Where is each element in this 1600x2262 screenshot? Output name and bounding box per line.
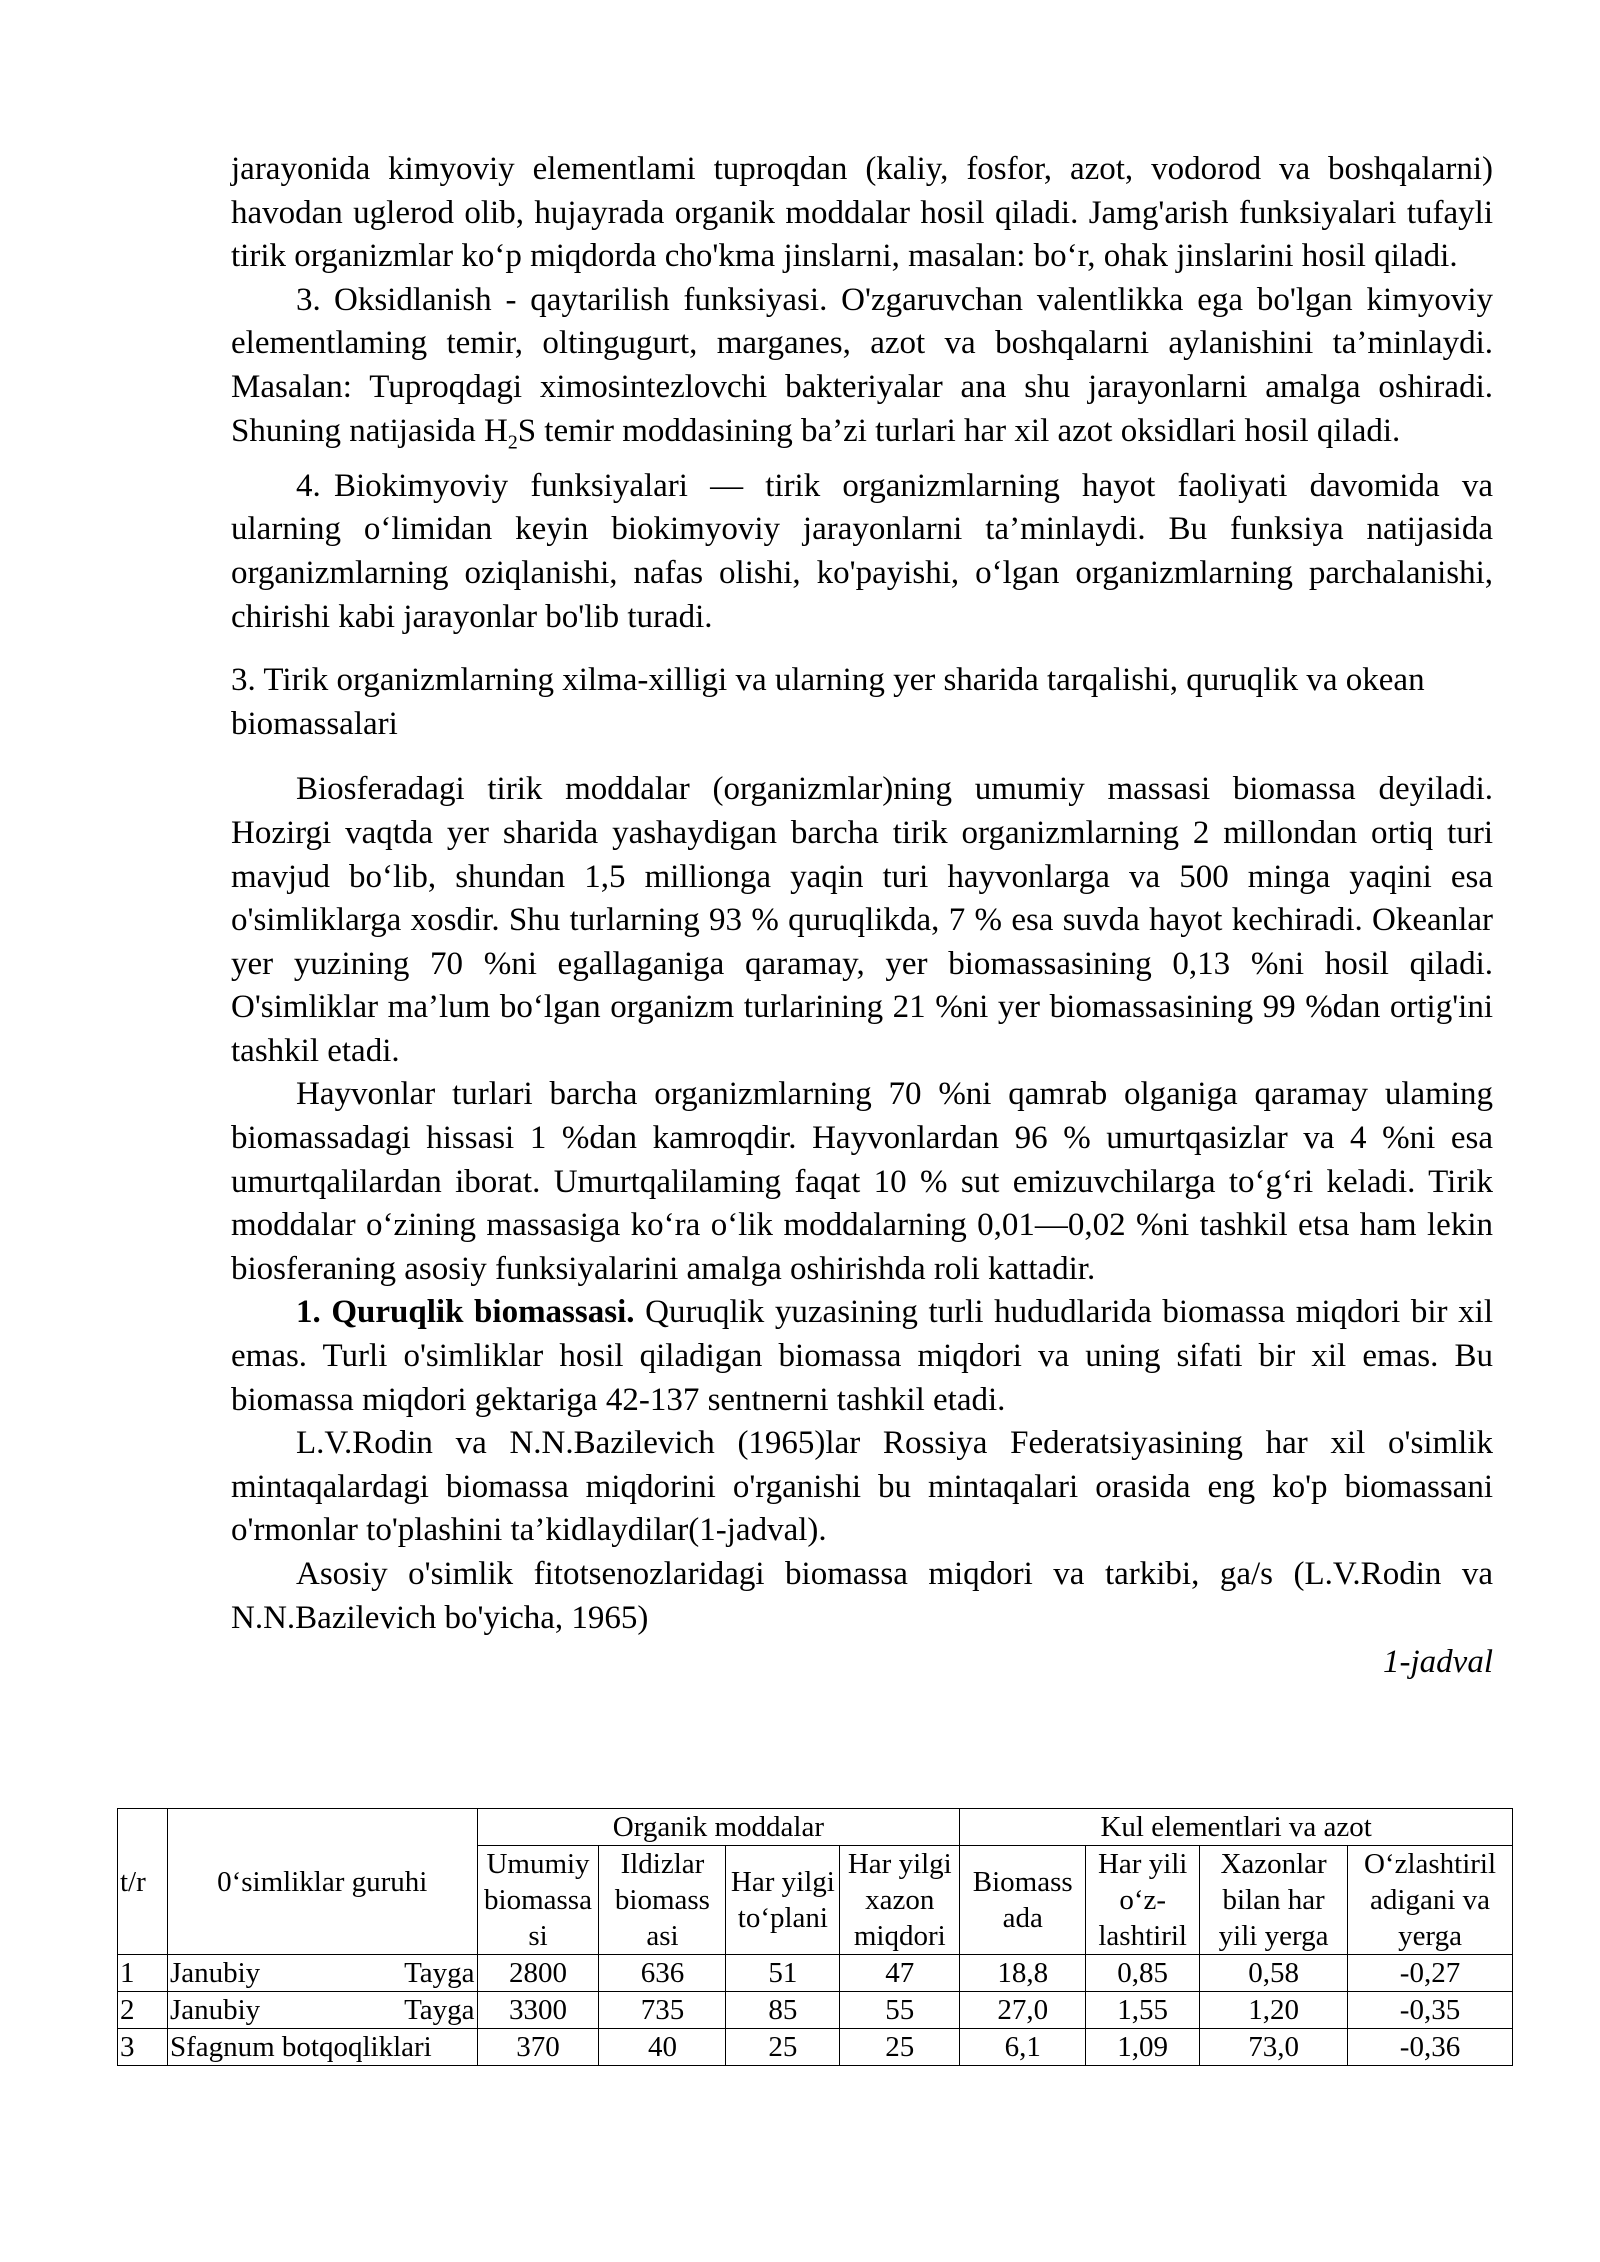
subheader: Ildizlar biomass asi	[599, 1846, 726, 1955]
paragraph-biochemical	[231, 465, 1493, 639]
biomass-table	[117, 1808, 1513, 2066]
paragraph-land-biomass	[231, 1291, 1493, 1422]
table-caption: 1-jadval	[1383, 1644, 1493, 1681]
header-tr: t/r	[118, 1809, 168, 1955]
subheader: Har yilgi to‘plani	[726, 1846, 840, 1955]
table-row	[118, 1955, 1513, 1992]
cell: 25	[840, 2029, 960, 2066]
header-organic: Organik moddalar	[477, 1809, 960, 1846]
cell: -0,35	[1348, 1992, 1513, 2029]
row-name	[167, 1955, 477, 1992]
row-name	[167, 2029, 477, 2066]
table-row	[118, 2029, 1513, 2066]
paragraph-1: jarayonida kimyoviy elementlami tuproqdan (kaliy, fosfor, azot, vodorod va boshqalarni) havodan uglerod olib, hujayrada organik moddalar hosil qiladi. Jamg'arish funksiyalari tufayli tirik organizmlar ko‘p miqdorda cho'kma jinslarni, masalan: bo‘r, ohak jinslarini hosil qiladi.	[231, 151, 1493, 275]
cell: 636	[599, 1955, 726, 1992]
paragraph-animals: Hayvonlar turlari barcha organizmlarning 70 %ni qamrab olganiga qaramay ulaming biomassadagi hissasi 1 %dan kamroqdir. Hayvonlardan 96 % umurtqasizlar va 4 %ni esa umurtqalilardan iborat. Umurtqalilaming faqat 10 % sut emizuvchilarga to‘g‘ri keladi. Tirik moddalar o‘zining massasiga ko‘ra o‘lik moddalarning 0,01—0,02 %ni tashkil etsa ham lekin biosferaning asosiy funksiyalarini amalga oshirishda roli kattadir.	[231, 1076, 1493, 1287]
row-name-a: Janubiy	[169, 1994, 261, 2026]
cell: 370	[477, 2029, 599, 2066]
cell: 2800	[477, 1955, 599, 1992]
row-number: 1	[118, 1955, 168, 1992]
cell: 25	[726, 2029, 840, 2066]
row-number: 2	[118, 1992, 168, 2029]
row-number: 3	[118, 2029, 168, 2066]
section-heading: 3. Tirik organizmlarning xilma-xilligi va ularning yer sharida tarqalishi, quruqlik va okean biomassalari	[231, 662, 1425, 742]
table-row	[118, 1992, 1513, 2029]
subheader: Biomass ada	[960, 1846, 1086, 1955]
table-container	[117, 1808, 1513, 2066]
cell: 6,1	[960, 2029, 1086, 2066]
cell: 0,58	[1200, 1955, 1348, 1992]
cell: 27,0	[960, 1992, 1086, 2029]
cell: 47	[840, 1955, 960, 1992]
paragraph-oxidation	[231, 279, 1493, 465]
cell: 55	[840, 1992, 960, 2029]
paragraph-text-tail: S temir moddasining ba’zi turlari har xil azot oksidlari hosil qiladi.	[517, 412, 1401, 449]
row-name-a: Sfagnum botqoqliklari	[169, 2031, 432, 2063]
header-plant-group: 0‘simliklar guruhi	[167, 1809, 477, 1955]
row-name	[167, 1992, 477, 2029]
subheader: Har yilgi xazon miqdori	[840, 1846, 960, 1955]
table-title: Asosiy o'simlik fitotsenozlaridagi biomassa miqdori va tarkibi, ga/s (L.V.Rodin va N.N.Bazilevich bo'yicha, 1965)	[231, 1556, 1493, 1636]
row-name-b: Tayga	[404, 1994, 475, 2026]
subheader: Xazonlar bilan har yili yerga	[1200, 1846, 1348, 1955]
cell: 1,55	[1086, 1992, 1200, 2029]
subheader: Umumiy biomassa si	[477, 1846, 599, 1955]
paragraph-text: Biokimyoviy funksiyalari — tirik organizmlarning hayot faoliyati davomida va ularning o‘limidan keyin biokimyoviy jarayonlarni ta’minlaydi. Bu funksiya natijasida organizmlarning oziqlanishi, nafas olishi, ko'payishi, o‘lgan organizmlarning parchalanishi, chirishi kabi jarayonlar bo'lib turadi.	[231, 467, 1493, 635]
paragraph-rodin: L.V.Rodin va N.N.Bazilevich (1965)lar Rossiya Federatsiyasining har xil o'simlik mintaqalardagi biomassa miqdorini o'rganishi bu mintaqalari orasida eng ko'p biomassani o'rmonlar to'plashini ta’kidlaydilar(1-jadval).	[231, 1425, 1493, 1549]
item-number: 4.	[296, 467, 321, 504]
cell: 18,8	[960, 1955, 1086, 1992]
paragraph-text: Oksidlanish - qaytarilish funksiyasi. O'zgaruvchan valentlikka ega bo'lgan kimyoviy elementlaming temir, oltingugurt, marganes, azot va boshqalarni aylanishini ta’minlaydi. Masalan: Tuproqdagi ximosintezlovchi bakteriyalar ana shu jarayonlarni amalga oshiradi. Shuning natijasida H	[231, 281, 1493, 449]
cell: 0,85	[1086, 1955, 1200, 1992]
cell: 1,09	[1086, 2029, 1200, 2066]
cell: 3300	[477, 1992, 599, 2029]
item-number: 3.	[296, 281, 321, 318]
cell: 1,20	[1200, 1992, 1348, 2029]
paragraph-text: Quruqlik yuzasining turli hududlarida biomassa miqdori bir xil emas. Turli o'simliklar hosil qiladigan biomassa miqdori va uning sifati bir xil emas. Bu biomassa miqdori gektariga 42-137 sentnerni tashkil etadi.	[231, 1294, 1493, 1418]
header-ash: Kul elementlari va azot	[960, 1809, 1513, 1846]
cell: 73,0	[1200, 2029, 1348, 2066]
cell: 735	[599, 1992, 726, 2029]
subheader: O‘zlashtiril adigani va yerga	[1348, 1846, 1513, 1955]
bold-heading: 1. Quruqlik biomassasi.	[296, 1294, 635, 1331]
row-name-b: Tayga	[404, 1957, 475, 1989]
cell: -0,27	[1348, 1955, 1513, 1992]
subscript: 2	[507, 431, 518, 454]
cell: 51	[726, 1955, 840, 1992]
row-name-a: Janubiy	[169, 1957, 261, 1989]
subheader: Har yili o‘z-lashtiril	[1086, 1846, 1200, 1955]
paragraph-biomass: Biosferadagi tirik moddalar (organizmlar)ning umumiy massasi biomassa deyiladi. Hozirgi vaqtda yer sharida yashaydigan barcha tirik organizmlarning 2 millondan ortiq turi mavjud bo‘lib, shundan 1,5 millionga yaqin turi hayvonlarga va 500 minga yaqini esa o'simliklarga xosdir. Shu turlarning 93 % quruqlikda, 7 % esa suvda hayot kechiradi. Okeanlar yer yuzining 70 %ni egallaganiga qaramay, yer biomassasining 0,13 %ni hosil qiladi. O'simliklar ma’lum bo‘lgan organizm turlarining 21 %ni yer biomassasining 99 %dan ortig'ini tashkil etadi.	[231, 771, 1493, 1069]
document-body	[231, 148, 1493, 1682]
cell: 40	[599, 2029, 726, 2066]
cell: -0,36	[1348, 2029, 1513, 2066]
cell: 85	[726, 1992, 840, 2029]
